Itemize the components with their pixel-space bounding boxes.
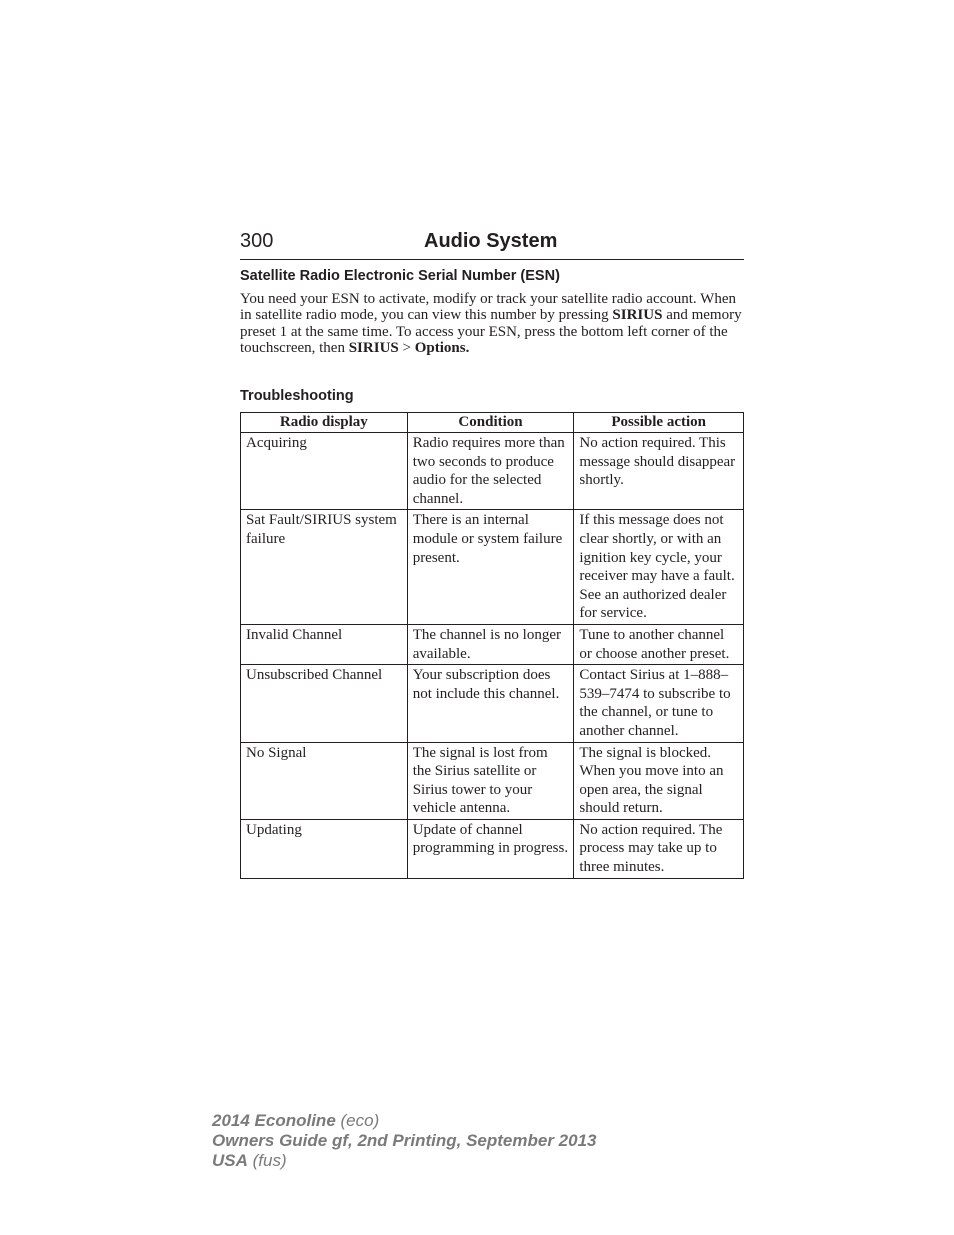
footer-model-code: (eco): [335, 1111, 380, 1130]
esn-bold-sirius-1: SIRIUS: [612, 307, 663, 324]
cell-radio-display: Acquiring: [241, 433, 408, 510]
page-header: [240, 228, 744, 260]
cell-possible-action: Contact Sirius at 1–888–539–7474 to subscribe to the channel, or tune to another channel.: [574, 665, 744, 742]
esn-heading: Satellite Radio Electronic Serial Number (ESN): [240, 268, 560, 284]
cell-condition: The signal is lost from the Sirius satellite or Sirius tower to your vehicle antenna.: [407, 742, 574, 819]
column-header-condition: Condition: [407, 413, 574, 433]
esn-text-3: >: [398, 340, 415, 357]
troubleshooting-heading: Troubleshooting: [240, 388, 354, 404]
footer-model: 2014 Econoline: [212, 1111, 336, 1130]
footer-printing: Owners Guide gf, 2nd Printing, September 2013: [212, 1131, 597, 1150]
cell-radio-display: Sat Fault/SIRIUS system failure: [241, 510, 408, 625]
table-row: [241, 624, 744, 664]
cell-condition: Your subscription does not include this channel.: [407, 665, 574, 742]
footer-market: USA: [212, 1151, 248, 1170]
cell-possible-action: Tune to another channel or choose another preset.: [574, 624, 744, 664]
table-row: [241, 433, 744, 510]
column-header-possible-action: Possible action: [574, 413, 744, 433]
column-header-radio-display: Radio display: [241, 413, 408, 433]
cell-radio-display: Invalid Channel: [241, 624, 408, 664]
page-number: 300: [240, 230, 274, 252]
cell-condition: The channel is no longer available.: [407, 624, 574, 664]
cell-possible-action: If this message does not clear shortly, or with an ignition key cycle, your receiver may have a fault. See an authorized dealer for service.: [574, 510, 744, 625]
esn-text-1: You need your ESN to activate, modify or track your satellite radio account. When in satellite radio mode, you can view this number by pressing: [240, 291, 736, 324]
esn-bold-options: Options.: [414, 340, 470, 357]
cell-possible-action: No action required. The process may take up to three minutes.: [574, 819, 744, 878]
footer-line-market: [212, 1151, 596, 1171]
cell-condition: Update of channel programming in progress.: [407, 819, 574, 878]
cell-possible-action: The signal is blocked. When you move into an open area, the signal should return.: [574, 742, 744, 819]
table-row: [241, 819, 744, 878]
cell-condition: There is an internal module or system failure present.: [407, 510, 574, 625]
cell-radio-display: Updating: [241, 819, 408, 878]
table-header-row: [241, 413, 744, 433]
footer-market-code: (fus): [247, 1151, 287, 1170]
footer-line-model: [212, 1111, 596, 1131]
table-row: [241, 665, 744, 742]
troubleshooting-table: [240, 412, 744, 879]
page-footer: [212, 1111, 596, 1171]
table-row: [241, 510, 744, 625]
cell-radio-display: Unsubscribed Channel: [241, 665, 408, 742]
cell-condition: Radio requires more than two seconds to produce audio for the selected channel.: [407, 433, 574, 510]
esn-paragraph: [240, 291, 744, 357]
page-title: Audio System: [424, 230, 558, 252]
cell-radio-display: No Signal: [241, 742, 408, 819]
cell-possible-action: No action required. This message should disappear shortly.: [574, 433, 744, 510]
esn-text-2: and memory preset 1 at the same time. To access your ESN, press the bottom left corner of the touchscreen, then: [240, 307, 742, 357]
esn-bold-sirius-2: SIRIUS: [348, 340, 399, 357]
table-row: [241, 742, 744, 819]
